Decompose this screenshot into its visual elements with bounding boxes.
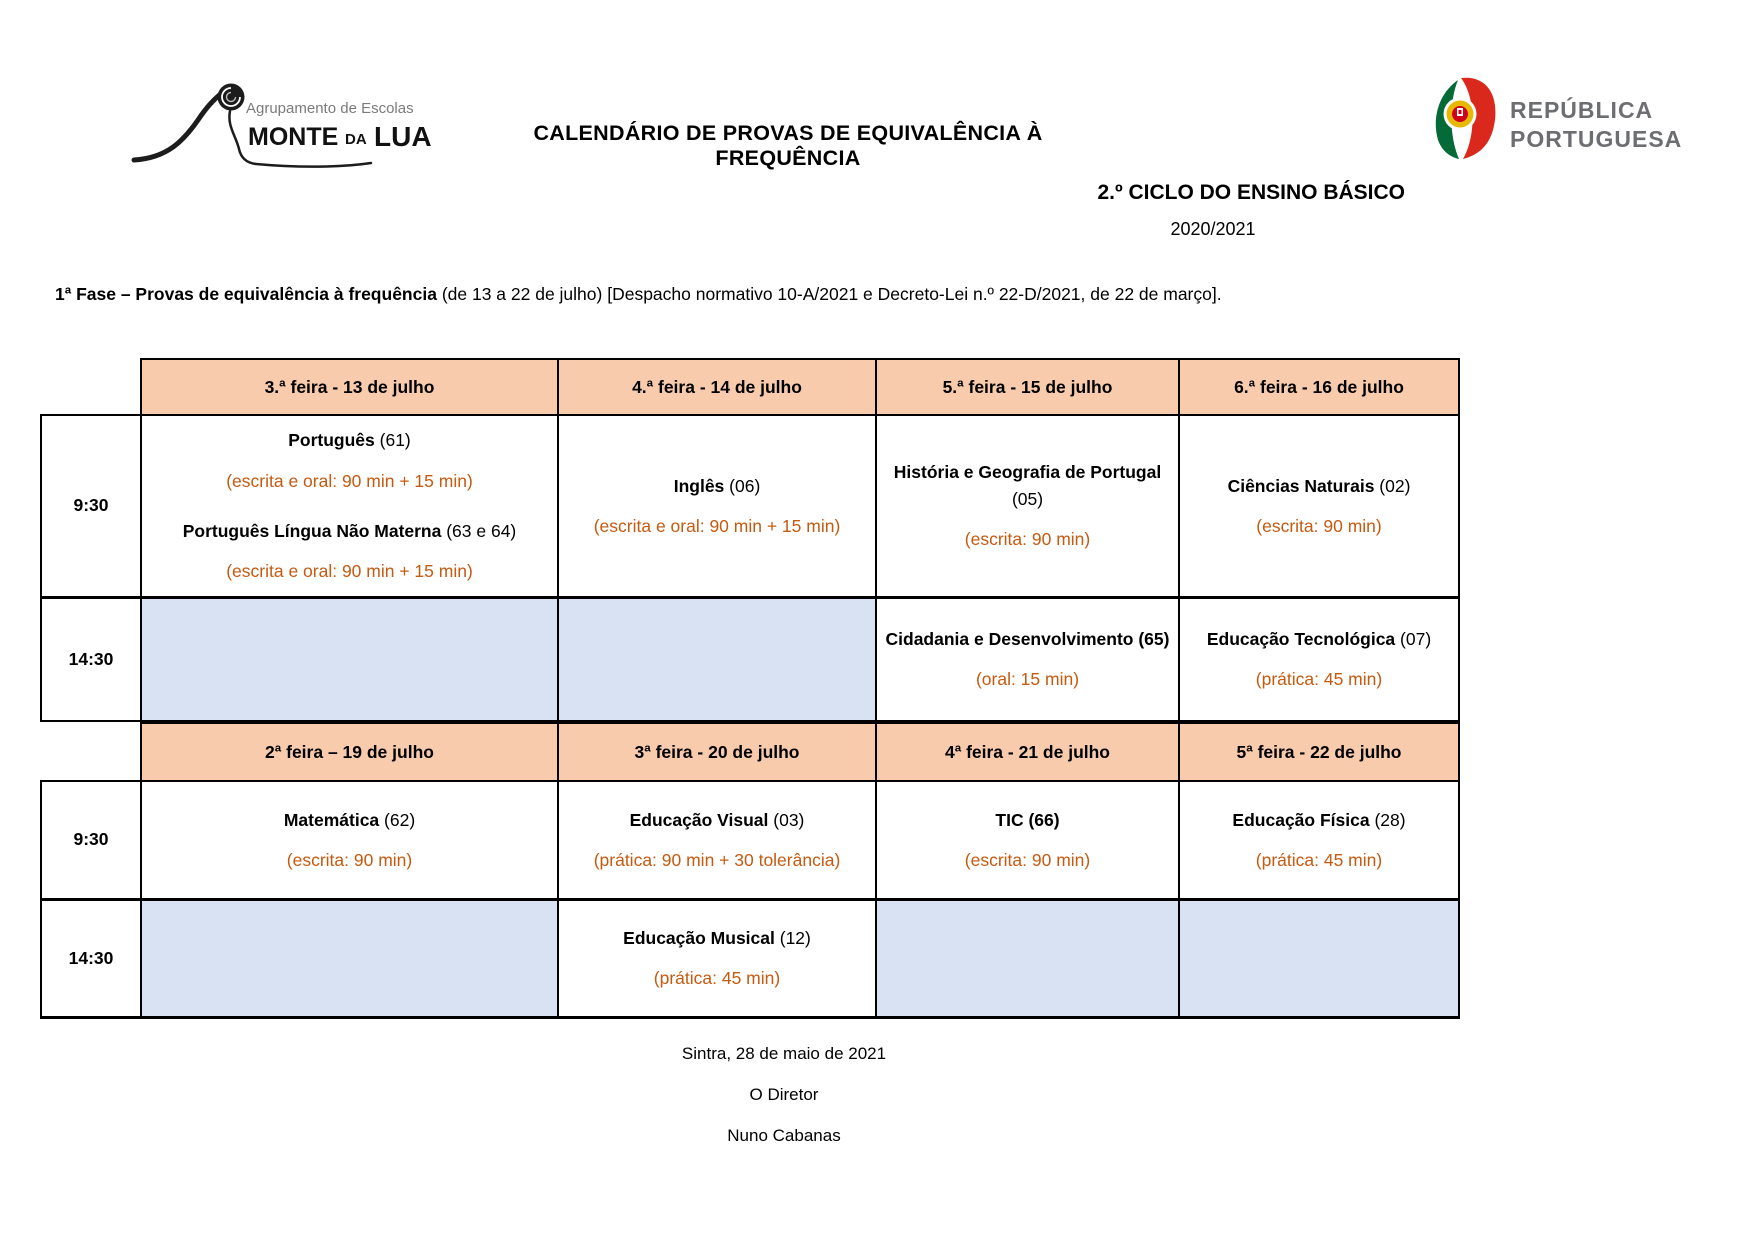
exam-subject: Cidadania e Desenvolvimento (65) bbox=[885, 629, 1170, 649]
time-label-cell: 9:30 bbox=[41, 781, 141, 899]
document-title: CALENDÁRIO DE PROVAS DE EQUIVALÊNCIA À FREQUÊNCIA bbox=[533, 121, 1043, 170]
exam-code: (28) bbox=[1369, 809, 1406, 830]
time-label-cell: 14:30 bbox=[41, 899, 141, 1017]
exam-slot-cell bbox=[141, 781, 558, 899]
exam-detail: (oral: 15 min) bbox=[975, 669, 1080, 690]
exam-subject: TIC (66) bbox=[995, 809, 1060, 830]
exam-subject: Educação Visual bbox=[629, 809, 769, 830]
gov-logo-line2: PORTUGUESA bbox=[1510, 126, 1683, 152]
school-name-last: LUA bbox=[374, 121, 432, 152]
phase-description bbox=[55, 284, 1222, 305]
exam-detail: (escrita e oral: 90 min + 15 min) bbox=[593, 515, 841, 536]
empty-slot-cell bbox=[141, 899, 558, 1017]
exam-subject: Português bbox=[288, 430, 375, 451]
exam-table-2 bbox=[40, 722, 1460, 1019]
time-label-cell: 9:30 bbox=[41, 415, 141, 597]
exam-subject: Educação Tecnológica bbox=[1206, 629, 1396, 649]
day-header-cell: 3ª feira - 20 de julho bbox=[558, 723, 876, 781]
exam-entry bbox=[150, 427, 549, 494]
exam-subject: Inglês bbox=[673, 475, 725, 496]
exam-code: (07) bbox=[1395, 629, 1432, 649]
exam-entry bbox=[567, 807, 867, 874]
exam-subject: Matemática bbox=[283, 809, 380, 830]
phase-description-rest: (de 13 a 22 de julho) [Despacho normativo 10-A/2021 e Decreto-Lei n.º 22-D/2021, de 22 de março]. bbox=[436, 284, 1222, 304]
footer-role: O Diretor bbox=[749, 1085, 819, 1104]
school-name-mid: DA bbox=[345, 131, 367, 148]
exam-detail: (prática: 90 min + 30 tolerância) bbox=[593, 849, 841, 870]
exam-detail: (escrita: 90 min) bbox=[286, 849, 413, 870]
exam-code: (62) bbox=[379, 809, 416, 830]
exam-subject-line bbox=[150, 807, 549, 833]
exam-subject-line bbox=[150, 518, 549, 544]
exam-detail: (prática: 45 min) bbox=[1255, 669, 1383, 690]
exam-calendar bbox=[40, 358, 1460, 1019]
exam-entry bbox=[567, 473, 867, 540]
exam-code: (03) bbox=[768, 809, 805, 830]
document-footer bbox=[0, 1044, 1568, 1167]
phase-description-bold: 1ª Fase – Provas de equivalência à frequência bbox=[55, 284, 437, 304]
school-org-label: Agrupamento de Escolas bbox=[246, 100, 414, 117]
exam-subject: Educação Musical bbox=[623, 927, 775, 948]
exam-subject-line bbox=[1188, 473, 1450, 499]
day-header-cell: 4.ª feira - 14 de julho bbox=[558, 359, 876, 415]
exam-slot-cell bbox=[141, 415, 558, 597]
exam-entry bbox=[885, 626, 1170, 693]
exam-slot-cell bbox=[558, 781, 876, 899]
day-header-cell: 4ª feira - 21 de julho bbox=[876, 723, 1179, 781]
exam-subject-line bbox=[1188, 807, 1450, 833]
time-label-cell: 14:30 bbox=[41, 597, 141, 721]
footer-signature-name: Nuno Cabanas bbox=[727, 1126, 841, 1145]
school-name-main: MONTE bbox=[248, 123, 339, 151]
exam-subject-line bbox=[1188, 626, 1450, 652]
exam-subject: Ciências Naturais bbox=[1227, 475, 1375, 496]
exam-subject: Educação Física bbox=[1232, 809, 1370, 830]
school-logo bbox=[126, 78, 461, 173]
exam-slot-cell bbox=[876, 781, 1179, 899]
cycle-heading: 2.º CICLO DO ENSINO BÁSICO bbox=[1097, 181, 1405, 204]
exam-code: (06) bbox=[724, 475, 761, 496]
exam-subject-line bbox=[567, 807, 867, 833]
exam-code: (12) bbox=[774, 927, 811, 948]
exam-entry bbox=[885, 807, 1170, 874]
exam-entry bbox=[150, 518, 549, 585]
time-column-spacer bbox=[41, 723, 141, 781]
day-header-cell: 6.ª feira - 16 de julho bbox=[1179, 359, 1459, 415]
exam-slot-cell bbox=[1179, 597, 1459, 721]
exam-table-1 bbox=[40, 358, 1460, 722]
exam-subject: Português Língua Não Materna bbox=[182, 520, 442, 541]
exam-subject-line bbox=[885, 626, 1170, 652]
exam-detail: (escrita e oral: 90 min + 15 min) bbox=[226, 561, 473, 581]
exam-entry bbox=[1188, 473, 1450, 540]
exam-slot-cell bbox=[1179, 415, 1459, 597]
exam-subject-line bbox=[567, 925, 867, 951]
empty-slot-cell bbox=[558, 597, 876, 721]
exam-code: (02) bbox=[1374, 475, 1411, 496]
exam-entry bbox=[1188, 807, 1450, 874]
footer-place-date: Sintra, 28 de maio de 2021 bbox=[681, 1044, 887, 1063]
gov-logo-line1: REPÚBLICA bbox=[1510, 97, 1654, 123]
exam-detail: (escrita: 90 min) bbox=[964, 528, 1091, 549]
exam-subject: História e Geografia de Portugal bbox=[893, 462, 1162, 483]
exam-detail: (escrita: 90 min) bbox=[964, 849, 1091, 870]
empty-slot-cell bbox=[141, 597, 558, 721]
empty-slot-cell bbox=[876, 899, 1179, 1017]
day-header-cell: 5ª feira - 22 de julho bbox=[1179, 723, 1459, 781]
empty-slot-cell bbox=[1179, 899, 1459, 1017]
portuguese-flag-icon bbox=[1436, 78, 1496, 159]
exam-subject-line bbox=[567, 473, 867, 499]
exam-code: (05) bbox=[1011, 488, 1044, 509]
exam-code: (63 e 64) bbox=[441, 520, 517, 541]
republica-portuguesa-logo bbox=[1424, 74, 1714, 169]
school-year: 2020/2021 bbox=[1170, 219, 1256, 239]
exam-detail: (prática: 45 min) bbox=[1255, 849, 1383, 870]
exam-entry bbox=[567, 925, 867, 992]
exam-slot-cell bbox=[558, 415, 876, 597]
time-column-spacer bbox=[41, 359, 141, 415]
exam-subject-line bbox=[885, 459, 1170, 512]
exam-slot-cell bbox=[1179, 781, 1459, 899]
exam-slot-cell bbox=[876, 597, 1179, 721]
exam-detail: (escrita e oral: 90 min + 15 min) bbox=[226, 470, 473, 491]
exam-code: (61) bbox=[374, 430, 411, 451]
exam-subject-line bbox=[885, 807, 1170, 833]
exam-entry bbox=[150, 807, 549, 874]
exam-entry bbox=[885, 459, 1170, 552]
day-header-cell: 2ª feira – 19 de julho bbox=[141, 723, 558, 781]
exam-slot-cell bbox=[558, 899, 876, 1017]
exam-detail: (prática: 45 min) bbox=[653, 968, 781, 988]
exam-subject-line bbox=[150, 427, 549, 453]
day-header-cell: 3.ª feira - 13 de julho bbox=[141, 359, 558, 415]
exam-entry bbox=[1188, 626, 1450, 693]
exam-detail: (escrita: 90 min) bbox=[1256, 515, 1382, 536]
exam-slot-cell bbox=[876, 415, 1179, 597]
day-header-cell: 5.ª feira - 15 de julho bbox=[876, 359, 1179, 415]
